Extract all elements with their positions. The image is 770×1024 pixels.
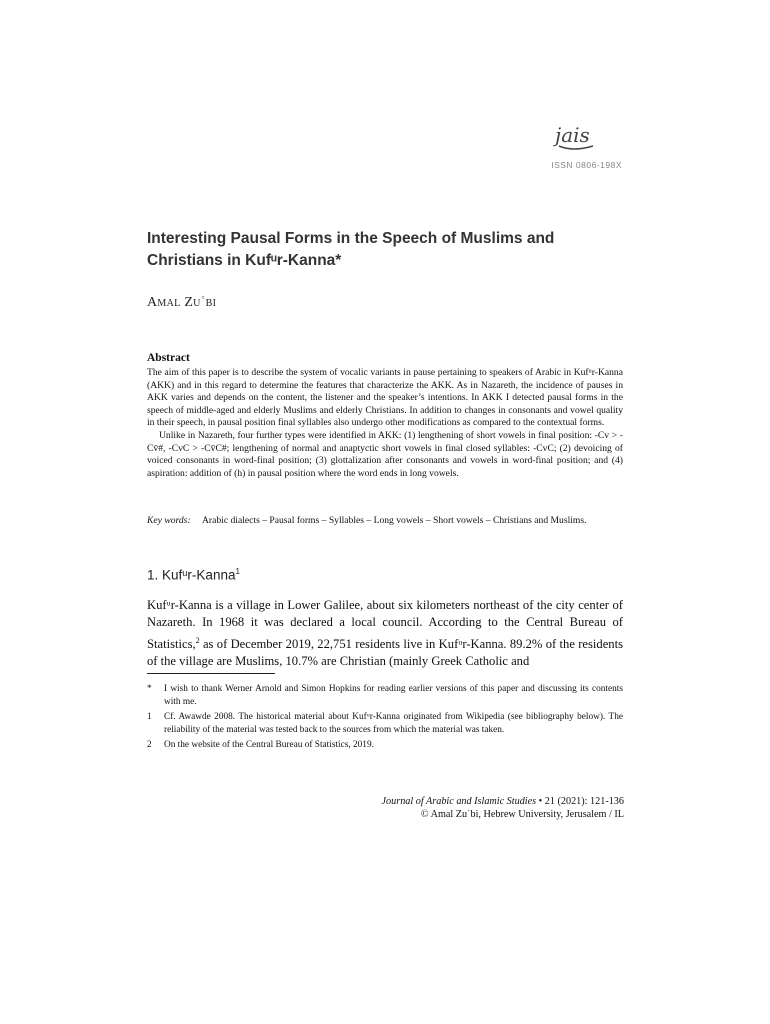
- abstract-body: [147, 367, 623, 480]
- footnote: [147, 683, 623, 708]
- footnote-text: On the website of the Central Bureau of Statistics, 2019.: [164, 740, 374, 751]
- journal-logo: [553, 124, 625, 152]
- footnote-mark: 1: [147, 712, 152, 723]
- footnote-mark: *: [147, 684, 152, 694]
- body-text-part: as of December 2019, 22,751 residents live in Kufᵘr-Kanna. 89.2% of the residents of the village are Muslims, 10.7% are Christian (mainly Greek Catholic and: [147, 637, 623, 669]
- section-heading-text: 1. Kufᵘr-Kanna: [147, 567, 236, 583]
- abstract-heading: Abstract: [147, 352, 190, 364]
- abstract-paragraph: The aim of this paper is to describe the system of vocalic variants in pause pertaining to speakers of Arabic in Kufᵘr-Kanna (AKK) and in this regard to determine the features that characterize the AKK. As in Nazareth, the incidence of pauses in AKK varies and depends on the content, the listener and the speaker’s intentions. In AKK I detected pausal forms in the speech of middle-aged and elderly Muslims and elderly Christians. In addition to changes in consonants and vowel quality in their speech, in pausal position final syllables also undergo other modifications as compared to the contextual forms.: [147, 367, 623, 429]
- logo-text: jais: [555, 124, 590, 147]
- footnote-text: Cf. Awawde 2008. The historical material about Kufᵘr-Kanna originated from Wikipedia (see bibliography below). The reliability of the material was tested back to the sources from which the material was taken.: [164, 712, 623, 735]
- citation-line: [382, 795, 624, 808]
- article-title: Interesting Pausal Forms in the Speech of Muslims and Christians in Kufᵘr-Kanna*: [147, 230, 555, 269]
- footnote-mark: 2: [147, 740, 152, 751]
- abstract-paragraph: Unlike in Nazareth, four further types were identified in AKK: (1) lengthening of short vowels in final position: -Cv > -Cv̄#, -CvC > -Cv̄C#; lengthening of normal and anaptyctic short vowels in final closed syllables: -CvC; (2) devoicing of voiced consonants in word-final position; (3) glottalization after consonants and vowels in word-final position; and (4) aspiration: addition of (h) in pausal position where the word ends in long vowels.: [147, 429, 623, 479]
- keywords-list: Arabic dialects – Pausal forms – Syllables – Long vowels – Short vowels – Christians and Muslims.: [202, 515, 587, 526]
- footnotes: [147, 683, 623, 755]
- body-text-part: Kufᵘr-Kanna is a village in Lower Galilee, about six kilometers northeast of the city center of Nazareth. In 1968 it was declared a local council. According to the Central Bureau of Statistics,: [147, 598, 623, 651]
- keywords: [147, 515, 623, 528]
- footnote-divider: [147, 673, 275, 674]
- footnote-ref[interactable]: 2: [195, 635, 200, 645]
- issn-number: ISSN 0806-198X: [551, 160, 622, 170]
- copyright-line: © Amal Zuʿbi, Hebrew University, Jerusalem / IL: [420, 809, 624, 820]
- footnote-ref[interactable]: 1: [235, 567, 240, 576]
- section-body: [147, 597, 623, 671]
- volume-pages: • 21 (2021): 121-136: [536, 796, 624, 807]
- journal-name: Journal of Arabic and Islamic Studies: [381, 796, 537, 807]
- footnote: [147, 711, 623, 736]
- footnote-text: I wish to thank Werner Arnold and Simon Hopkins for reading earlier versions of this paper and discussing its contents with me.: [164, 684, 623, 707]
- footnote: [147, 739, 623, 752]
- keywords-label: Key words:: [147, 515, 191, 526]
- journal-citation: [382, 795, 624, 821]
- author-name: Amal Zuʿbi: [147, 295, 217, 310]
- section-heading: [147, 567, 240, 583]
